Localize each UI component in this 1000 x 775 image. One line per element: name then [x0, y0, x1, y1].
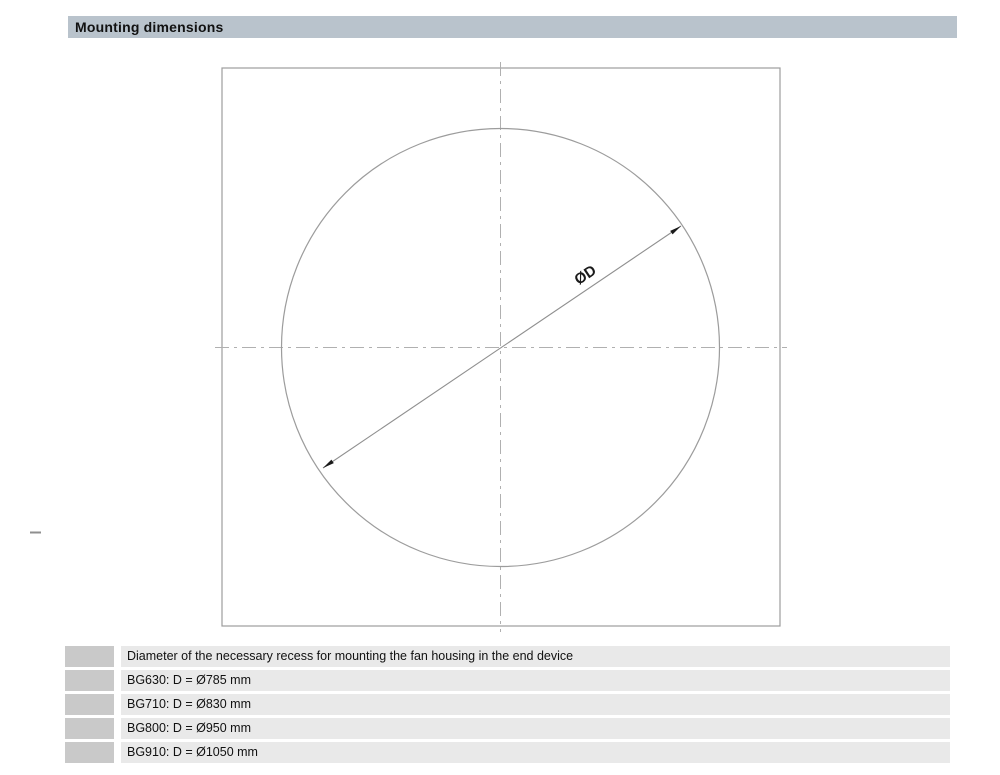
table-row [65, 646, 950, 667]
row-text-cell: BG710: D = Ø830 mm [121, 694, 950, 715]
table-row [65, 670, 950, 691]
spec-table [65, 646, 950, 763]
diameter-dimension-label: ØD [571, 261, 600, 289]
row-text-cell: BG800: D = Ø950 mm [121, 718, 950, 739]
row-marker-cell [65, 694, 114, 715]
dimension-arrow-upper [670, 226, 681, 234]
table-row [65, 718, 950, 739]
page-title: Mounting dimensions [75, 19, 224, 35]
row-text-cell: BG910: D = Ø1050 mm [121, 742, 950, 763]
row-marker-cell [65, 646, 114, 667]
row-marker-cell [65, 742, 114, 763]
table-row [65, 694, 950, 715]
row-marker-cell [65, 670, 114, 691]
table-row [65, 742, 950, 763]
row-marker-cell [65, 718, 114, 739]
dimension-arrow-lower [323, 460, 334, 468]
row-text-cell: Diameter of the necessary recess for mounting the fan housing in the end device [121, 646, 950, 667]
row-text-cell: BG630: D = Ø785 mm [121, 670, 950, 691]
